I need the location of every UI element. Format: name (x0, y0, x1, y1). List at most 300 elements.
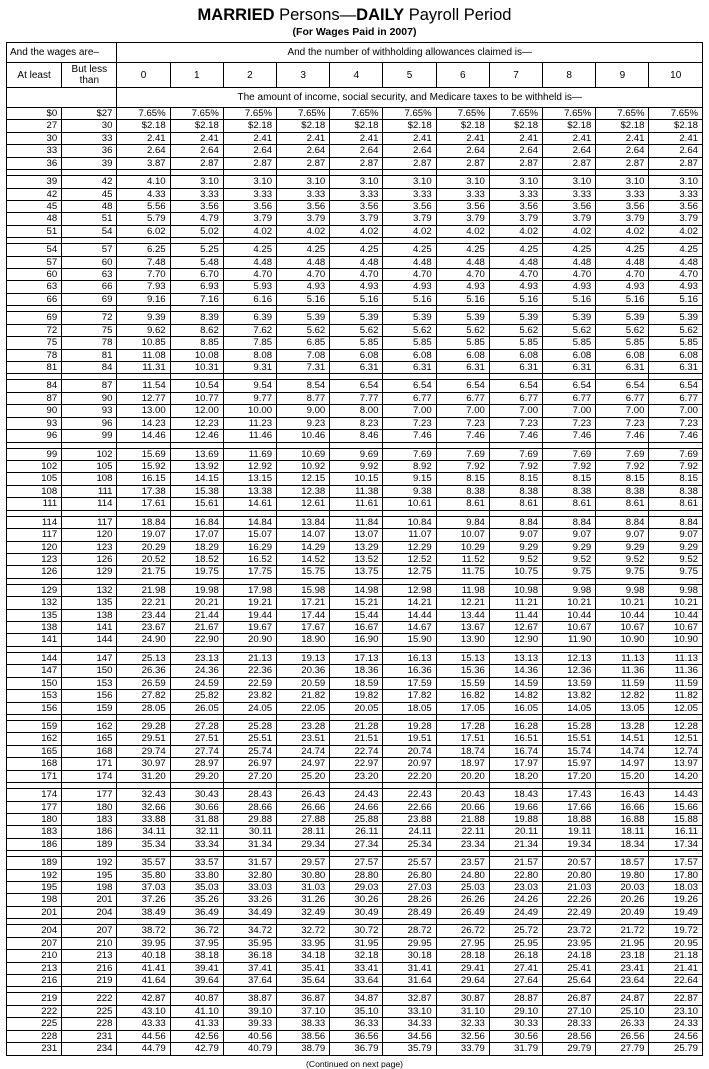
cell-allowance-0: 35.57 (117, 857, 170, 869)
cell-allowance-3: 37.10 (277, 1005, 330, 1017)
cell-allowance-4: 13.52 (330, 553, 383, 565)
cell-allowance-6: 5.85 (436, 337, 489, 349)
cell-allowance-1: 18.52 (170, 553, 223, 565)
cell-at-least: 126 (7, 566, 62, 578)
cell-allowance-1: 8.85 (170, 337, 223, 349)
cell-allowance-6: 27.95 (436, 937, 489, 949)
cell-allowance-2: 25.74 (223, 745, 276, 757)
cell-at-least: 177 (7, 801, 62, 813)
cell-allowance-9: 7.00 (596, 405, 649, 417)
cell-allowance-6: 32.33 (436, 1018, 489, 1030)
cell-allowance-1: 3.10 (170, 176, 223, 188)
cell-allowance-10: 6.31 (649, 362, 703, 374)
cell-allowance-2: 8.08 (223, 349, 276, 361)
cell-allowance-3: 24.97 (277, 758, 330, 770)
cell-but-less-than: 60 (62, 256, 117, 268)
cell-allowance-4: 17.13 (330, 652, 383, 664)
cell-but-less-than: 165 (62, 733, 117, 745)
cell-allowance-7: 9.52 (489, 553, 542, 565)
table-row (7, 1018, 703, 1030)
cell-allowance-2: 28.43 (223, 789, 276, 801)
cell-allowance-4: 8.00 (330, 405, 383, 417)
cell-allowance-0: 39.95 (117, 937, 170, 949)
table-row (7, 584, 703, 596)
cell-allowance-8: 15.51 (543, 733, 596, 745)
table-row (7, 720, 703, 732)
cell-allowance-3: 14.52 (277, 553, 330, 565)
cell-at-least: $0 (7, 108, 62, 120)
cell-allowance-3: 5.62 (277, 324, 330, 336)
cell-but-less-than: 183 (62, 813, 117, 825)
cell-allowance-9: 26.33 (596, 1018, 649, 1030)
cell-allowance-9: 13.05 (596, 702, 649, 714)
header-wages-are: And the wages are– (7, 43, 117, 63)
cell-allowance-8: 3.10 (543, 176, 596, 188)
cell-allowance-4: 24.66 (330, 801, 383, 813)
table-row (7, 882, 703, 894)
cell-allowance-9: 12.82 (596, 690, 649, 702)
cell-at-least: 93 (7, 417, 62, 429)
cell-allowance-7: 16.74 (489, 745, 542, 757)
table-row (7, 293, 703, 305)
cell-allowance-1: 7.65% (170, 108, 223, 120)
cell-allowance-8: 7.00 (543, 405, 596, 417)
cell-allowance-10: 3.10 (649, 176, 703, 188)
cell-allowance-2: 14.61 (223, 498, 276, 510)
cell-allowance-5: 28.49 (383, 906, 436, 918)
cell-allowance-1: 30.43 (170, 789, 223, 801)
cell-allowance-2: 20.90 (223, 634, 276, 646)
cell-allowance-3: 4.02 (277, 225, 330, 237)
cell-allowance-10: 7.00 (649, 405, 703, 417)
cell-allowance-10: 6.08 (649, 349, 703, 361)
cell-allowance-5: 11.07 (383, 529, 436, 541)
cell-at-least: 90 (7, 405, 62, 417)
cell-allowance-2: 26.97 (223, 758, 276, 770)
cell-but-less-than: 135 (62, 597, 117, 609)
cell-allowance-3: 7.65% (277, 108, 330, 120)
cell-allowance-3: 12.61 (277, 498, 330, 510)
cell-allowance-0: 35.80 (117, 869, 170, 881)
cell-allowance-7: 24.49 (489, 906, 542, 918)
cell-allowance-7: 9.07 (489, 529, 542, 541)
cell-allowance-1: 27.74 (170, 745, 223, 757)
cell-allowance-1: 27.51 (170, 733, 223, 745)
cell-allowance-7: 6.08 (489, 349, 542, 361)
cell-allowance-3: 17.67 (277, 622, 330, 634)
cell-allowance-5: 14.67 (383, 622, 436, 634)
cell-allowance-8: 19.11 (543, 826, 596, 838)
cell-allowance-4: 24.43 (330, 789, 383, 801)
cell-allowance-10: 10.67 (649, 622, 703, 634)
cell-allowance-10: 4.93 (649, 281, 703, 293)
cell-allowance-0: 28.05 (117, 702, 170, 714)
cell-allowance-5: 9.15 (383, 473, 436, 485)
cell-allowance-2: 34.72 (223, 925, 276, 937)
table-body (7, 108, 703, 1056)
header-allowance-2: 2 (223, 63, 276, 88)
cell-at-least: 66 (7, 293, 62, 305)
header-row-top (7, 43, 703, 63)
cell-but-less-than: 174 (62, 770, 117, 782)
cell-allowance-7: 18.20 (489, 770, 542, 782)
cell-allowance-6: 20.20 (436, 770, 489, 782)
cell-allowance-6: 15.13 (436, 652, 489, 664)
cell-at-least: 141 (7, 634, 62, 646)
cell-allowance-1: 8.62 (170, 324, 223, 336)
cell-allowance-4: 11.38 (330, 485, 383, 497)
cell-allowance-10: 24.56 (649, 1030, 703, 1042)
cell-allowance-10: 3.33 (649, 188, 703, 200)
cell-allowance-2: 38.87 (223, 993, 276, 1005)
cell-allowance-1: 13.92 (170, 460, 223, 472)
cell-allowance-7: 27.64 (489, 975, 542, 987)
cell-allowance-10: 11.82 (649, 690, 703, 702)
cell-allowance-8: 9.75 (543, 566, 596, 578)
cell-allowance-4: 29.03 (330, 882, 383, 894)
cell-allowance-8: 10.44 (543, 609, 596, 621)
cell-allowance-3: 4.25 (277, 244, 330, 256)
cell-allowance-4: 2.41 (330, 132, 383, 144)
cell-allowance-3: 29.34 (277, 838, 330, 850)
cell-but-less-than: 150 (62, 665, 117, 677)
cell-allowance-5: 17.82 (383, 690, 436, 702)
cell-but-less-than: 90 (62, 392, 117, 404)
cell-allowance-0: 9.39 (117, 312, 170, 324)
cell-allowance-2: 19.21 (223, 597, 276, 609)
cell-allowance-5: 7.69 (383, 448, 436, 460)
cell-allowance-8: 6.77 (543, 392, 596, 404)
cell-allowance-6: 31.10 (436, 1005, 489, 1017)
cell-allowance-9: 9.07 (596, 529, 649, 541)
header-row-amount-note (7, 88, 703, 108)
cell-but-less-than: 189 (62, 838, 117, 850)
cell-allowance-7: 25.95 (489, 937, 542, 949)
cell-allowance-1: 3.56 (170, 200, 223, 212)
cell-allowance-0: 7.70 (117, 269, 170, 281)
cell-allowance-7: 17.97 (489, 758, 542, 770)
cell-allowance-9: 13.28 (596, 720, 649, 732)
cell-allowance-10: 8.84 (649, 516, 703, 528)
cell-allowance-7: 19.88 (489, 813, 542, 825)
cell-allowance-8: 3.56 (543, 200, 596, 212)
cell-allowance-9: 4.93 (596, 281, 649, 293)
cell-allowance-5: 19.28 (383, 720, 436, 732)
cell-allowance-5: 20.97 (383, 758, 436, 770)
cell-allowance-3: 38.79 (277, 1043, 330, 1055)
cell-allowance-3: 22.05 (277, 702, 330, 714)
cell-allowance-4: 5.85 (330, 337, 383, 349)
cell-allowance-6: 4.02 (436, 225, 489, 237)
cell-allowance-7: 24.26 (489, 894, 542, 906)
cell-allowance-6: 26.49 (436, 906, 489, 918)
title-payroll-period: Payroll Period (404, 6, 512, 24)
cell-but-less-than: 216 (62, 962, 117, 974)
cell-allowance-2: 6.39 (223, 312, 276, 324)
cell-at-least: 42 (7, 188, 62, 200)
cell-allowance-6: 3.79 (436, 213, 489, 225)
cell-allowance-8: 7.23 (543, 417, 596, 429)
cell-allowance-7: 5.85 (489, 337, 542, 349)
cell-allowance-8: $2.18 (543, 120, 596, 132)
cell-allowance-6: 3.56 (436, 200, 489, 212)
table-row (7, 937, 703, 949)
table-row (7, 349, 703, 361)
cell-allowance-4: 8.46 (330, 430, 383, 442)
cell-allowance-4: 13.29 (330, 541, 383, 553)
cell-allowance-4: 27.34 (330, 838, 383, 850)
cell-allowance-10: 5.39 (649, 312, 703, 324)
cell-allowance-6: 11.52 (436, 553, 489, 565)
cell-allowance-4: $2.18 (330, 120, 383, 132)
cell-allowance-9: 18.11 (596, 826, 649, 838)
cell-at-least: 186 (7, 838, 62, 850)
cell-allowance-4: 21.28 (330, 720, 383, 732)
cell-allowance-4: 36.79 (330, 1043, 383, 1055)
cell-allowance-10: 12.74 (649, 745, 703, 757)
cell-allowance-7: 8.15 (489, 473, 542, 485)
cell-allowance-9: 16.88 (596, 813, 649, 825)
cell-allowance-2: 9.54 (223, 380, 276, 392)
cell-allowance-2: 3.79 (223, 213, 276, 225)
cell-at-least: 132 (7, 597, 62, 609)
cell-at-least: 39 (7, 176, 62, 188)
cell-allowance-9: 4.48 (596, 256, 649, 268)
cell-allowance-3: 34.18 (277, 950, 330, 962)
cell-allowance-9: 6.31 (596, 362, 649, 374)
cell-allowance-5: 25.57 (383, 857, 436, 869)
table-row (7, 460, 703, 472)
header-allowance-9: 9 (596, 63, 649, 88)
cell-at-least: 147 (7, 665, 62, 677)
cell-allowance-2: 22.59 (223, 677, 276, 689)
cell-allowance-0: 35.34 (117, 838, 170, 850)
table-row (7, 108, 703, 120)
cell-allowance-5: 4.93 (383, 281, 436, 293)
cell-allowance-0: 7.48 (117, 256, 170, 268)
cell-allowance-0: 20.29 (117, 541, 170, 553)
cell-allowance-2: 37.41 (223, 962, 276, 974)
table-row (7, 244, 703, 256)
cell-allowance-10: 22.64 (649, 975, 703, 987)
cell-allowance-2: 33.03 (223, 882, 276, 894)
cell-but-less-than: 153 (62, 677, 117, 689)
cell-allowance-6: 17.05 (436, 702, 489, 714)
cell-allowance-3: 17.21 (277, 597, 330, 609)
cell-but-less-than: 99 (62, 430, 117, 442)
cell-allowance-5: 2.64 (383, 145, 436, 157)
cell-allowance-6: 7.23 (436, 417, 489, 429)
cell-allowance-8: 5.85 (543, 337, 596, 349)
cell-allowance-9: 5.39 (596, 312, 649, 324)
cell-allowance-5: 35.79 (383, 1043, 436, 1055)
table-row (7, 256, 703, 268)
cell-allowance-6: 6.31 (436, 362, 489, 374)
cell-but-less-than: 87 (62, 380, 117, 392)
cell-allowance-1: 21.67 (170, 622, 223, 634)
header-allowance-5: 5 (383, 63, 436, 88)
cell-allowance-0: 10.85 (117, 337, 170, 349)
table-row (7, 553, 703, 565)
cell-allowance-10: 15.88 (649, 813, 703, 825)
cell-allowance-7: 30.56 (489, 1030, 542, 1042)
cell-at-least: 174 (7, 789, 62, 801)
cell-allowance-5: 25.34 (383, 838, 436, 850)
table-row (7, 950, 703, 962)
cell-allowance-2: 28.66 (223, 801, 276, 813)
cell-allowance-4: 11.84 (330, 516, 383, 528)
cell-allowance-5: 12.75 (383, 566, 436, 578)
cell-allowance-5: 18.05 (383, 702, 436, 714)
cell-allowance-7: 6.54 (489, 380, 542, 392)
cell-at-least: 195 (7, 882, 62, 894)
cell-allowance-4: 30.49 (330, 906, 383, 918)
cell-allowance-1: 6.70 (170, 269, 223, 281)
cell-allowance-1: 38.18 (170, 950, 223, 962)
cell-at-least: 222 (7, 1005, 62, 1017)
cell-allowance-7: 4.93 (489, 281, 542, 293)
cell-allowance-3: 8.54 (277, 380, 330, 392)
cell-allowance-3: 38.33 (277, 1018, 330, 1030)
cell-allowance-5: 27.03 (383, 882, 436, 894)
cell-at-least: 105 (7, 473, 62, 485)
cell-allowance-8: 12.13 (543, 652, 596, 664)
cell-allowance-0: 38.49 (117, 906, 170, 918)
cell-allowance-1: 19.98 (170, 584, 223, 596)
cell-at-least: 183 (7, 826, 62, 838)
cell-allowance-9: 8.61 (596, 498, 649, 510)
cell-but-less-than: 201 (62, 894, 117, 906)
cell-but-less-than: 222 (62, 993, 117, 1005)
cell-allowance-3: 14.29 (277, 541, 330, 553)
cell-allowance-2: 14.84 (223, 516, 276, 528)
table-row (7, 516, 703, 528)
cell-allowance-4: 6.08 (330, 349, 383, 361)
cell-allowance-7: 30.33 (489, 1018, 542, 1030)
cell-allowance-6: 5.62 (436, 324, 489, 336)
cell-allowance-2: 33.26 (223, 894, 276, 906)
cell-at-least: 36 (7, 157, 62, 169)
cell-allowance-7: 7.00 (489, 405, 542, 417)
cell-at-least: 210 (7, 950, 62, 962)
cell-at-least: 33 (7, 145, 62, 157)
cell-allowance-1: 25.82 (170, 690, 223, 702)
cell-allowance-9: 5.62 (596, 324, 649, 336)
header-spacer-cell (7, 88, 117, 108)
cell-allowance-2: 2.64 (223, 145, 276, 157)
cell-allowance-3: 13.84 (277, 516, 330, 528)
cell-allowance-4: 27.57 (330, 857, 383, 869)
cell-allowance-6: 16.82 (436, 690, 489, 702)
cell-allowance-0: 4.10 (117, 176, 170, 188)
cell-allowance-0: 33.88 (117, 813, 170, 825)
cell-allowance-2: 16.52 (223, 553, 276, 565)
cell-allowance-6: 18.97 (436, 758, 489, 770)
cell-allowance-9: 9.29 (596, 541, 649, 553)
cell-allowance-1: 24.36 (170, 665, 223, 677)
cell-allowance-7: 2.64 (489, 145, 542, 157)
cell-but-less-than: 108 (62, 473, 117, 485)
cell-allowance-5: 22.20 (383, 770, 436, 782)
cell-but-less-than: 93 (62, 405, 117, 417)
cell-at-least: 81 (7, 362, 62, 374)
cell-but-less-than: 66 (62, 281, 117, 293)
cell-allowance-1: 6.93 (170, 281, 223, 293)
cell-allowance-4: 30.26 (330, 894, 383, 906)
cell-at-least: 180 (7, 813, 62, 825)
header-but-less-than: But less than (62, 63, 117, 88)
cell-allowance-2: 2.41 (223, 132, 276, 144)
cell-allowance-10: 10.21 (649, 597, 703, 609)
cell-allowance-10: 7.65% (649, 108, 703, 120)
cell-allowance-8: 4.93 (543, 281, 596, 293)
header-allowance-6: 6 (436, 63, 489, 88)
cell-allowance-5: 16.36 (383, 665, 436, 677)
cell-allowance-8: 8.61 (543, 498, 596, 510)
cell-allowance-8: 6.31 (543, 362, 596, 374)
cell-allowance-0: 4.33 (117, 188, 170, 200)
cell-allowance-3: 31.26 (277, 894, 330, 906)
cell-allowance-2: 7.62 (223, 324, 276, 336)
cell-allowance-7: 22.80 (489, 869, 542, 881)
table-row (7, 652, 703, 664)
cell-but-less-than: 213 (62, 950, 117, 962)
cell-allowance-0: 31.20 (117, 770, 170, 782)
cell-allowance-1: 28.97 (170, 758, 223, 770)
cell-allowance-2: 31.34 (223, 838, 276, 850)
cell-allowance-2: 4.02 (223, 225, 276, 237)
table-row (7, 448, 703, 460)
cell-allowance-1: 33.34 (170, 838, 223, 850)
cell-allowance-10: 7.46 (649, 430, 703, 442)
cell-allowance-9: 7.92 (596, 460, 649, 472)
cell-at-least: 192 (7, 869, 62, 881)
cell-allowance-7: 29.10 (489, 1005, 542, 1017)
cell-but-less-than: 177 (62, 789, 117, 801)
cell-allowance-3: 33.95 (277, 937, 330, 949)
cell-allowance-2: 4.48 (223, 256, 276, 268)
cell-allowance-1: 32.11 (170, 826, 223, 838)
cell-allowance-6: 24.80 (436, 869, 489, 881)
cell-allowance-1: 19.75 (170, 566, 223, 578)
cell-allowance-2: 34.49 (223, 906, 276, 918)
cell-allowance-4: 31.95 (330, 937, 383, 949)
cell-allowance-2: 21.13 (223, 652, 276, 664)
cell-allowance-7: 3.79 (489, 213, 542, 225)
table-row (7, 120, 703, 132)
cell-allowance-5: 24.11 (383, 826, 436, 838)
cell-allowance-3: 18.90 (277, 634, 330, 646)
cell-allowance-8: 17.20 (543, 770, 596, 782)
cell-allowance-5: 22.66 (383, 801, 436, 813)
cell-allowance-8: 8.15 (543, 473, 596, 485)
cell-allowance-10: 11.36 (649, 665, 703, 677)
table-row (7, 665, 703, 677)
cell-but-less-than: 54 (62, 225, 117, 237)
cell-but-less-than: 81 (62, 349, 117, 361)
cell-allowance-3: 10.46 (277, 430, 330, 442)
cell-allowance-8: 2.87 (543, 157, 596, 169)
cell-allowance-7: 18.43 (489, 789, 542, 801)
cell-allowance-6: 18.74 (436, 745, 489, 757)
cell-allowance-7: 21.57 (489, 857, 542, 869)
cell-allowance-9: 6.77 (596, 392, 649, 404)
cell-allowance-10: 14.20 (649, 770, 703, 782)
cell-allowance-0: 26.59 (117, 677, 170, 689)
cell-allowance-8: 12.36 (543, 665, 596, 677)
cell-allowance-0: 44.56 (117, 1030, 170, 1042)
cell-allowance-1: 2.41 (170, 132, 223, 144)
